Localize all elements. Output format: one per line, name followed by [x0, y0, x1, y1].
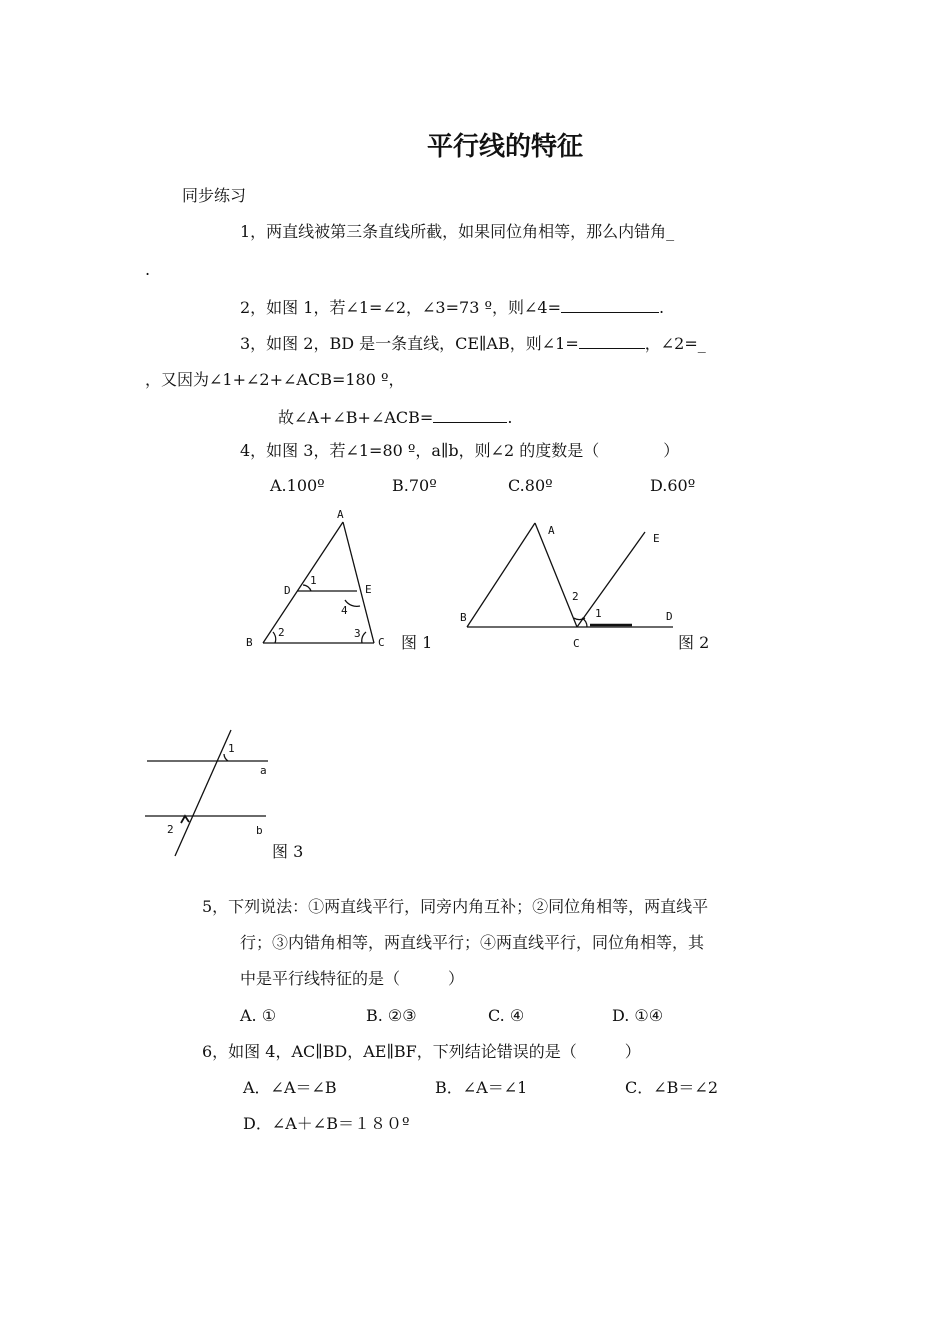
- fig1-label-a: A: [337, 508, 344, 521]
- fig1-label-c: C: [378, 636, 385, 649]
- question-3-line-2: ，又因为∠1+∠2+∠ACB=180 º，: [145, 370, 405, 389]
- question-5-line-1: 5，下列说法：①两直线平行，同旁内角互补；②同位角相等，两直线平: [202, 897, 709, 916]
- angle-2-arc: [273, 632, 276, 643]
- section-heading: 同步练习: [182, 186, 247, 205]
- fig1-label-3: 3: [354, 627, 361, 640]
- angle-1-arc: [224, 754, 228, 761]
- line-ba: [467, 523, 535, 627]
- fig3-label-b: b: [256, 824, 263, 837]
- figure-3: [145, 730, 268, 856]
- option-c[interactable]: C.80º: [508, 476, 553, 495]
- fig3-label-a: a: [260, 764, 267, 777]
- line-ab: [263, 522, 343, 643]
- angle-2-arc: [574, 618, 585, 620]
- figure-1: [263, 522, 374, 643]
- option-a[interactable]: A.100º: [270, 476, 325, 495]
- angle-2-mark: [181, 816, 189, 823]
- fig2-label-1: 1: [595, 607, 602, 620]
- q5-option-d[interactable]: D. ①④: [612, 1006, 664, 1025]
- fig2-label-d: D: [666, 610, 673, 623]
- fig2-label-2: 2: [572, 590, 579, 603]
- figure-2: [467, 523, 673, 627]
- fig3-label-1: 1: [228, 742, 235, 755]
- fig1-label-4: 4: [341, 604, 348, 617]
- fig2-label-e: E: [653, 532, 660, 545]
- page-title: 平行线的特征: [426, 132, 583, 162]
- fig1-label-b: B: [246, 636, 253, 649]
- question-1-tail: .: [145, 260, 151, 279]
- fig1-label-2: 2: [278, 626, 285, 639]
- fig2-caption: 图 2: [678, 633, 710, 652]
- question-3-mid: ，∠2=_: [644, 334, 706, 353]
- fig1-label-1: 1: [310, 574, 317, 587]
- q6-option-c[interactable]: C．∠B＝∠2: [625, 1078, 718, 1097]
- q5-option-c[interactable]: C. ④: [488, 1006, 525, 1025]
- question-4: 4，如图 3，若∠1=80 º，a∥b，则∠2 的度数是（ ）: [240, 441, 680, 460]
- q6-option-b[interactable]: B．∠A＝∠1: [435, 1078, 528, 1097]
- question-3-text: 3，如图 2，BD 是一条直线，CE∥AB，则∠1=: [240, 334, 579, 353]
- line-ac: [535, 523, 577, 627]
- question-5-line-2: 行；③内错角相等，两直线平行；④两直线平行，同位角相等，其: [240, 933, 705, 952]
- angle-3-arc: [362, 632, 366, 643]
- question-2-end: .: [658, 298, 665, 317]
- fig2-label-a: A: [548, 524, 555, 537]
- question-6: 6，如图 4，AC∥BD，AE∥BF，下列结论错误的是（ ）: [202, 1042, 641, 1061]
- q5-option-a[interactable]: A. ①: [240, 1006, 277, 1025]
- option-b[interactable]: B.70º: [392, 476, 437, 495]
- q6-option-d[interactable]: D．∠A＋∠B＝１８０º: [243, 1114, 410, 1133]
- fig3-label-2: 2: [167, 823, 174, 836]
- question-5-line-3: 中是平行线特征的是（ ）: [240, 969, 465, 988]
- q5-option-b[interactable]: B. ②③: [366, 1006, 417, 1025]
- line-ce: [577, 532, 645, 627]
- fig1-label-d: D: [284, 584, 291, 597]
- fig1-label-e: E: [365, 583, 372, 596]
- question-1: 1，两直线被第三条直线所截，如果同位角相等，那么内错角_: [240, 222, 675, 241]
- fig2-label-b: B: [460, 611, 467, 624]
- fig2-label-c: C: [573, 637, 580, 650]
- option-d[interactable]: D.60º: [650, 476, 696, 495]
- transversal: [175, 730, 231, 856]
- q6-option-a[interactable]: A．∠A＝∠B: [243, 1078, 337, 1097]
- question-3-end: .: [507, 408, 513, 427]
- question-3-text-b: 故∠A+∠B+∠ACB=: [278, 408, 434, 427]
- question-2-text: 2，如图 1，若∠1=∠2，∠3=73 º，则∠4=: [240, 298, 561, 317]
- fig1-caption: 图 1: [401, 633, 433, 652]
- fig3-caption: 图 3: [272, 842, 304, 861]
